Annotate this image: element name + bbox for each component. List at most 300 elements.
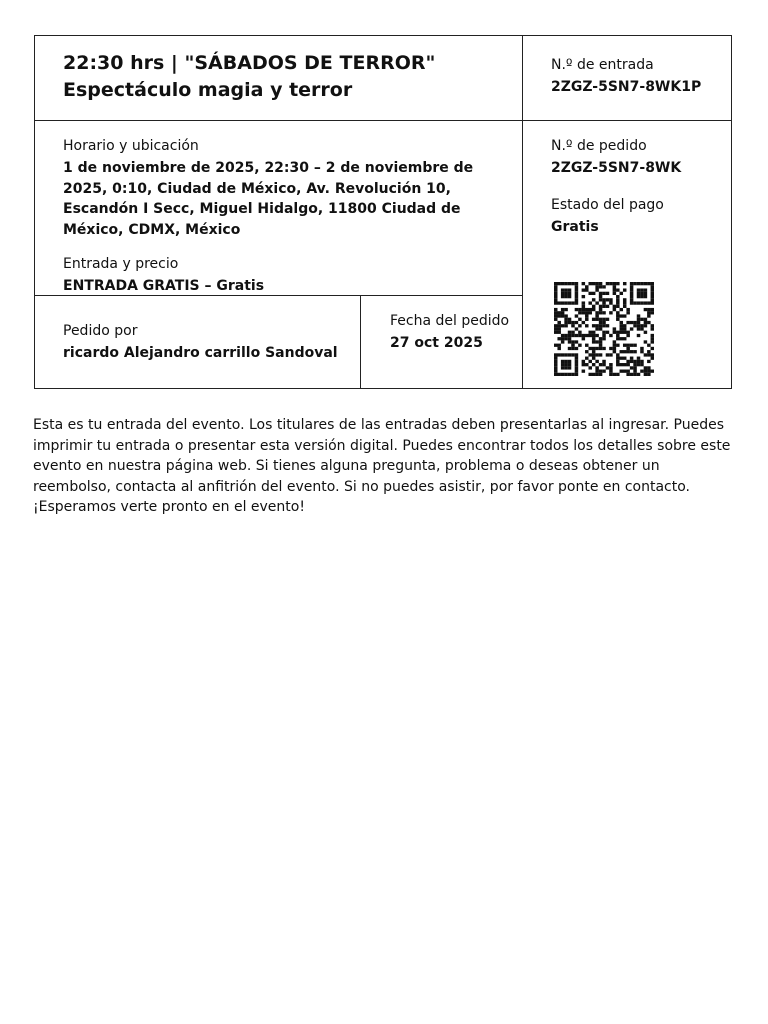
- qr-module: [620, 292, 624, 295]
- qr-module: [592, 318, 596, 321]
- qr-module: [554, 311, 558, 314]
- qr-module: [616, 288, 620, 291]
- qr-module: [554, 370, 558, 373]
- qr-module: [613, 350, 617, 353]
- qr-module: [571, 373, 575, 376]
- qr-module: [554, 373, 558, 376]
- qr-module: [557, 301, 561, 304]
- qr-module: [588, 292, 592, 295]
- ordered-by-label: Pedido por: [63, 323, 138, 339]
- qr-module: [602, 363, 606, 366]
- qr-module: [592, 373, 596, 376]
- qr-module: [561, 337, 565, 340]
- qr-module: [623, 301, 627, 304]
- qr-module: [568, 288, 572, 291]
- qr-module: [595, 347, 599, 350]
- qr-module: [609, 347, 613, 350]
- qr-module: [575, 363, 579, 366]
- qr-module: [557, 314, 561, 317]
- qr-module: [630, 344, 634, 347]
- qr-module: [626, 344, 630, 347]
- qr-module: [568, 301, 572, 304]
- qr-module: [616, 353, 620, 356]
- qr-module: [575, 360, 579, 363]
- qr-module: [557, 373, 561, 376]
- qr-module: [602, 301, 606, 304]
- qr-module: [613, 331, 617, 334]
- qr-module: [554, 285, 558, 288]
- qr-module: [599, 340, 603, 343]
- qr-module: [630, 285, 634, 288]
- divider: [522, 36, 523, 388]
- qr-module: [564, 318, 568, 321]
- qr-module: [571, 301, 575, 304]
- qr-module: [640, 288, 644, 291]
- qr-module: [651, 308, 654, 311]
- qr-module: [575, 373, 579, 376]
- qr-module: [575, 370, 579, 373]
- qr-module: [647, 301, 651, 304]
- price-label: Entrada y precio: [63, 256, 179, 272]
- qr-module: [568, 318, 572, 321]
- qr-module: [616, 301, 620, 304]
- qr-module: [609, 363, 613, 366]
- qr-module: [561, 324, 565, 327]
- qr-module: [595, 318, 599, 321]
- qr-module: [554, 353, 558, 356]
- qr-module: [585, 308, 589, 311]
- qr-module: [644, 324, 648, 327]
- qr-module: [633, 360, 637, 363]
- qr-module: [568, 366, 572, 369]
- qr-module: [595, 301, 599, 304]
- qr-module: [626, 373, 630, 376]
- qr-module: [557, 331, 561, 334]
- qr-module: [626, 370, 630, 373]
- qr-module: [620, 324, 624, 327]
- qr-module: [564, 314, 568, 317]
- qr-module: [602, 337, 606, 340]
- qr-module: [616, 318, 620, 321]
- qr-module: [637, 318, 641, 321]
- qr-module: [595, 334, 599, 337]
- qr-module: [602, 321, 606, 324]
- qr-module: [630, 282, 634, 285]
- payment-status-label: Estado del pago: [551, 196, 664, 213]
- qr-module: [623, 324, 627, 327]
- qr-code: [554, 282, 654, 376]
- qr-module: [644, 370, 648, 373]
- qr-module: [554, 301, 558, 304]
- event-title-block: [63, 50, 508, 104]
- qr-module: [647, 353, 651, 356]
- qr-module: [575, 357, 579, 360]
- qr-module: [626, 347, 630, 350]
- qr-module: [585, 311, 589, 314]
- qr-module: [633, 373, 637, 376]
- qr-module: [585, 324, 589, 327]
- qr-module: [595, 282, 599, 285]
- qr-module: [599, 285, 603, 288]
- qr-module: [602, 347, 606, 350]
- qr-module: [630, 321, 634, 324]
- qr-module: [630, 360, 634, 363]
- qr-module: [640, 370, 644, 373]
- qr-module: [602, 292, 606, 295]
- schedule-block: [63, 136, 508, 297]
- qr-module: [554, 363, 558, 366]
- qr-module: [595, 327, 599, 330]
- qr-module: [554, 324, 558, 327]
- qr-module: [557, 311, 561, 314]
- qr-module: [582, 311, 586, 314]
- qr-module: [609, 353, 613, 356]
- qr-module: [564, 295, 568, 298]
- qr-module: [599, 373, 603, 376]
- qr-module: [647, 373, 651, 376]
- qr-module: [637, 314, 641, 317]
- qr-module: [575, 301, 579, 304]
- qr-module: [568, 295, 572, 298]
- qr-module: [651, 337, 654, 340]
- qr-module: [616, 311, 620, 314]
- schedule-label: Horario y ubicación: [63, 138, 199, 154]
- payment-status-value: Gratis: [551, 218, 599, 235]
- qr-module: [564, 337, 568, 340]
- qr-module: [647, 282, 651, 285]
- qr-module: [616, 363, 620, 366]
- qr-code-image: [554, 282, 654, 376]
- qr-module: [647, 321, 651, 324]
- ticket-notice: Esta es tu entrada del evento. Los titulares de las entradas deben presentarlas al ingresar. Puedes imprimir tu entrada o presentar esta versión digital. Puedes encontrar todos los detalles sobre este evento en nuestra página web. Si tienes alguna pregunta, problema o deseas obtener un reembolso, contacta al anfitrión del evento. Si no puedes asistir, por favor ponte en contacto. ¡Esperamos verte pronto en el evento!: [33, 417, 731, 515]
- qr-module: [606, 318, 610, 321]
- qr-module: [585, 363, 589, 366]
- qr-module: [644, 288, 648, 291]
- qr-module: [602, 318, 606, 321]
- qr-module: [592, 363, 596, 366]
- qr-module: [599, 324, 603, 327]
- qr-module: [554, 288, 558, 291]
- entry-number-block: [551, 55, 726, 98]
- qr-module: [568, 347, 572, 350]
- qr-module: [588, 373, 592, 376]
- qr-module: [637, 295, 641, 298]
- qr-module: [564, 324, 568, 327]
- qr-module: [561, 308, 565, 311]
- ordered-by-block: [63, 321, 353, 364]
- qr-module: [592, 305, 596, 308]
- qr-module: [630, 301, 634, 304]
- qr-module: [575, 285, 579, 288]
- entry-number-value: 2ZGZ-5SN7-8WK1P: [551, 79, 702, 95]
- qr-module: [633, 344, 637, 347]
- qr-module: [585, 288, 589, 291]
- qr-module: [613, 340, 617, 343]
- qr-module: [582, 360, 586, 363]
- qr-module: [595, 311, 599, 314]
- qr-module: [633, 363, 637, 366]
- qr-module: [630, 298, 634, 301]
- qr-module: [588, 301, 592, 304]
- qr-module: [571, 334, 575, 337]
- qr-module: [606, 331, 610, 334]
- qr-module: [599, 321, 603, 324]
- qr-module: [613, 344, 617, 347]
- qr-module: [588, 282, 592, 285]
- qr-module: [640, 363, 644, 366]
- qr-module: [640, 327, 644, 330]
- qr-module: [620, 308, 624, 311]
- order-date-label: Fecha del pedido: [390, 313, 510, 329]
- qr-module: [575, 295, 579, 298]
- qr-module: [561, 363, 565, 366]
- qr-module: [651, 298, 654, 301]
- qr-module: [554, 314, 558, 317]
- qr-module: [568, 282, 572, 285]
- qr-module: [626, 360, 630, 363]
- qr-module: [640, 324, 644, 327]
- qr-module: [582, 321, 586, 324]
- qr-module: [616, 331, 620, 334]
- qr-module: [595, 373, 599, 376]
- qr-module: [640, 318, 644, 321]
- qr-module: [554, 344, 558, 347]
- qr-module: [633, 370, 637, 373]
- qr-module: [644, 308, 648, 311]
- qr-module: [599, 344, 603, 347]
- qr-module: [616, 344, 620, 347]
- qr-module: [644, 321, 648, 324]
- qr-module: [623, 363, 627, 366]
- qr-module: [561, 353, 565, 356]
- qr-module: [609, 334, 613, 337]
- qr-module: [640, 360, 644, 363]
- qr-module: [623, 327, 627, 330]
- qr-module: [592, 308, 596, 311]
- qr-module: [651, 324, 654, 327]
- qr-module: [609, 282, 613, 285]
- qr-module: [644, 366, 648, 369]
- qr-module: [554, 295, 558, 298]
- qr-module: [578, 334, 582, 337]
- qr-module: [568, 340, 572, 343]
- qr-module: [613, 373, 617, 376]
- qr-module: [613, 327, 617, 330]
- schedule-value: 1 de noviembre de 2025, 22:30 – 2 de noviembre de 2025, 0:10, Ciudad de México, Av. Revolución 10, Escandón I Secc, Miguel Hidalgo, 11800 Ciudad de México, CDMX, México: [63, 160, 474, 238]
- qr-module: [606, 366, 610, 369]
- qr-module: [647, 314, 651, 317]
- qr-module: [647, 344, 651, 347]
- qr-module: [585, 318, 589, 321]
- qr-module: [557, 327, 561, 330]
- qr-module: [626, 308, 630, 311]
- qr-module: [561, 340, 565, 343]
- qr-module: [557, 282, 561, 285]
- qr-module: [595, 340, 599, 343]
- qr-module: [599, 292, 603, 295]
- qr-module: [554, 298, 558, 301]
- qr-module: [592, 331, 596, 334]
- qr-module: [609, 311, 613, 314]
- qr-module: [651, 301, 654, 304]
- price-value: ENTRADA GRATIS – Gratis: [63, 278, 265, 294]
- qr-module: [561, 366, 565, 369]
- qr-module: [582, 301, 586, 304]
- qr-module: [564, 321, 568, 324]
- qr-module: [554, 318, 558, 321]
- qr-module: [651, 288, 654, 291]
- qr-module: [554, 327, 558, 330]
- qr-module: [640, 295, 644, 298]
- qr-module: [651, 282, 654, 285]
- qr-module: [620, 363, 624, 366]
- qr-module: [582, 288, 586, 291]
- qr-module: [568, 321, 572, 324]
- qr-module: [630, 292, 634, 295]
- qr-module: [602, 334, 606, 337]
- qr-module: [564, 292, 568, 295]
- qr-module: [609, 370, 613, 373]
- qr-module: [592, 324, 596, 327]
- qr-module: [644, 295, 648, 298]
- qr-module: [599, 298, 603, 301]
- qr-module: [568, 360, 572, 363]
- qr-module: [575, 298, 579, 301]
- qr-module: [637, 321, 641, 324]
- qr-module: [651, 370, 654, 373]
- qr-module: [592, 298, 596, 301]
- qr-module: [644, 340, 648, 343]
- qr-module: [613, 305, 617, 308]
- qr-module: [620, 314, 624, 317]
- qr-module: [620, 321, 624, 324]
- qr-module: [630, 350, 634, 353]
- qr-module: [633, 301, 637, 304]
- qr-module: [592, 340, 596, 343]
- qr-module: [578, 318, 582, 321]
- qr-module: [640, 347, 644, 350]
- qr-module: [613, 282, 617, 285]
- qr-module: [609, 298, 613, 301]
- qr-module: [595, 324, 599, 327]
- qr-module: [606, 282, 610, 285]
- qr-module: [630, 373, 634, 376]
- qr-module: [582, 282, 586, 285]
- qr-module: [602, 360, 606, 363]
- qr-module: [599, 370, 603, 373]
- qr-module: [561, 360, 565, 363]
- qr-module: [616, 305, 620, 308]
- qr-module: [599, 295, 603, 298]
- qr-module: [557, 353, 561, 356]
- qr-module: [623, 331, 627, 334]
- qr-module: [620, 331, 624, 334]
- qr-module: [647, 370, 651, 373]
- qr-module: [588, 366, 592, 369]
- qr-module: [585, 334, 589, 337]
- qr-module: [602, 305, 606, 308]
- qr-module: [564, 288, 568, 291]
- qr-module: [585, 314, 589, 317]
- qr-module: [626, 350, 630, 353]
- qr-module: [575, 288, 579, 291]
- qr-module: [575, 321, 579, 324]
- qr-module: [561, 295, 565, 298]
- divider: [35, 120, 731, 121]
- qr-module: [561, 334, 565, 337]
- qr-module: [616, 334, 620, 337]
- qr-module: [633, 366, 637, 369]
- qr-module: [571, 321, 575, 324]
- qr-module: [602, 324, 606, 327]
- qr-module: [616, 314, 620, 317]
- order-block: [551, 136, 726, 237]
- qr-module: [623, 298, 627, 301]
- qr-module: [651, 295, 654, 298]
- qr-module: [561, 282, 565, 285]
- qr-module: [585, 357, 589, 360]
- qr-module: [637, 357, 641, 360]
- qr-module: [630, 366, 634, 369]
- qr-module: [637, 324, 641, 327]
- qr-module: [588, 353, 592, 356]
- qr-module: [599, 337, 603, 340]
- qr-module: [626, 334, 630, 337]
- qr-module: [633, 350, 637, 353]
- qr-module: [630, 357, 634, 360]
- qr-module: [568, 292, 572, 295]
- qr-module: [602, 311, 606, 314]
- qr-module: [595, 285, 599, 288]
- ordered-by-value: ricardo Alejandro carrillo Sandoval: [63, 345, 338, 361]
- qr-module: [606, 324, 610, 327]
- qr-module: [644, 301, 648, 304]
- qr-module: [599, 318, 603, 321]
- qr-module: [585, 285, 589, 288]
- qr-module: [561, 314, 565, 317]
- qr-module: [640, 301, 644, 304]
- qr-module: [575, 282, 579, 285]
- qr-module: [599, 311, 603, 314]
- qr-module: [623, 350, 627, 353]
- qr-module: [578, 344, 582, 347]
- qr-module: [588, 347, 592, 350]
- qr-module: [564, 373, 568, 376]
- qr-module: [599, 308, 603, 311]
- qr-module: [626, 331, 630, 334]
- qr-module: [575, 292, 579, 295]
- qr-module: [585, 350, 589, 353]
- qr-module: [568, 353, 572, 356]
- qr-module: [637, 292, 641, 295]
- order-date-value: 27 oct 2025: [390, 335, 483, 351]
- qr-module: [651, 357, 654, 360]
- qr-module: [640, 282, 644, 285]
- qr-module: [561, 288, 565, 291]
- qr-module: [582, 295, 586, 298]
- divider: [360, 295, 361, 389]
- qr-module: [606, 353, 610, 356]
- qr-module: [564, 366, 568, 369]
- qr-module: [637, 360, 641, 363]
- order-number-label: N.º de pedido: [551, 138, 647, 154]
- qr-module: [557, 321, 561, 324]
- qr-module: [606, 292, 610, 295]
- qr-module: [554, 360, 558, 363]
- qr-module: [575, 334, 579, 337]
- qr-module: [557, 347, 561, 350]
- qr-module: [595, 360, 599, 363]
